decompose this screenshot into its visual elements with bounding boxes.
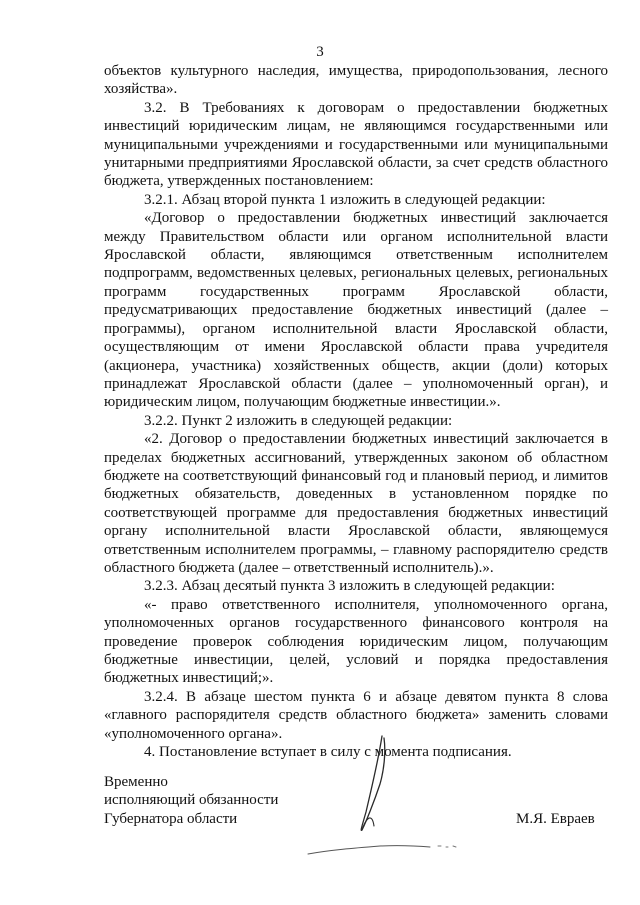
signatory-title-line2: исполняющий обязанности: [104, 792, 279, 809]
paragraph-quote-3: «- право ответственного исполнителя, уполномоченного органа, уполномоченных органов государственного финансового контроля на проведение проверок соблюдения юридическим лицом, получающим бюджетные инвестиции, целей, условий и порядка предоставления бюджетных инвестиций;».: [104, 596, 608, 687]
signatory-title-line1: Временно: [104, 774, 168, 790]
handwritten-signature: [300, 722, 470, 872]
paragraph-3-2-2: 3.2.2. Пункт 2 изложить в следующей редакции:: [144, 412, 453, 429]
signatory-title-line3: Губернатора области: [104, 810, 238, 827]
paragraph-3-2-1: 3.2.1. Абзац второй пункта 1 изложить в следующей редакции:: [144, 191, 546, 208]
signatory-name: М.Я. Евраев: [516, 811, 595, 827]
page-number: 3: [316, 44, 324, 60]
signatory-title: [104, 773, 278, 828]
paragraph-3-2-4: 3.2.4. В абзаце шестом пункта 6 и абзаце девятом пункта 8 слова «главного распорядителя средств областного бюджета» заменить словами «уполномоченного органа».: [104, 688, 608, 742]
paragraph-3-2-3: 3.2.3. Абзац десятый пункта 3 изложить в следующей редакции:: [144, 578, 555, 595]
paragraph-quote-2: «2. Договор о предоставлении бюджетных инвестиций заключается в пределах бюджетных ассигнований, утвержденных законом об областном бюджете на соответствующий финансовый год и плановый период, и лимитов бюджетных обязательств, доведенных в установленном порядке по соответствующей программе для предоставления бюджетных инвестиций органу исполнительной власти Ярославской области, являющемуся ответственным исполнителем программы, – главному распорядителю средств областного бюджета (далее – ответственный исполнитель).».: [104, 431, 608, 576]
paragraph-continuation: объектов культурного наследия, имущества, природопользования, лесного хозяйства».: [104, 63, 608, 98]
document-body: [104, 62, 608, 761]
paragraph-4: 4. Постановление вступает в силу с момента подписания.: [144, 744, 512, 761]
paragraph-3-2: 3.2. В Требованиях к договорам о предоставлении бюджетных инвестиций юридическим лицам, не являющимся государственными или муниципальными учреждениями и государственными или муниципальными унитарными предприятиями Ярославской области, за счет средств областного бюджета, утвержденных постановлением:: [104, 99, 608, 190]
paragraph-quote-1: «Договор о предоставлении бюджетных инвестиций заключается между Правительством области или органом исполнительной власти Ярославской области, являющимся ответственным исполнителем подпрограмм, ведомственных целевых, региональных целевых, региональных программ государственных программ Ярославской области, предусматривающих предоставление бюджетных инвестиций (далее – программы), органом исполнительной власти Ярославской области, осуществляющим от имени Ярославской области права учредителя (акционера, участника) хозяйственных обществ, акции (доли) которых принадлежат Ярославской области (далее – уполномоченный орган), и юридическим лицом, получающим бюджетные инвестиции.».: [104, 210, 608, 411]
